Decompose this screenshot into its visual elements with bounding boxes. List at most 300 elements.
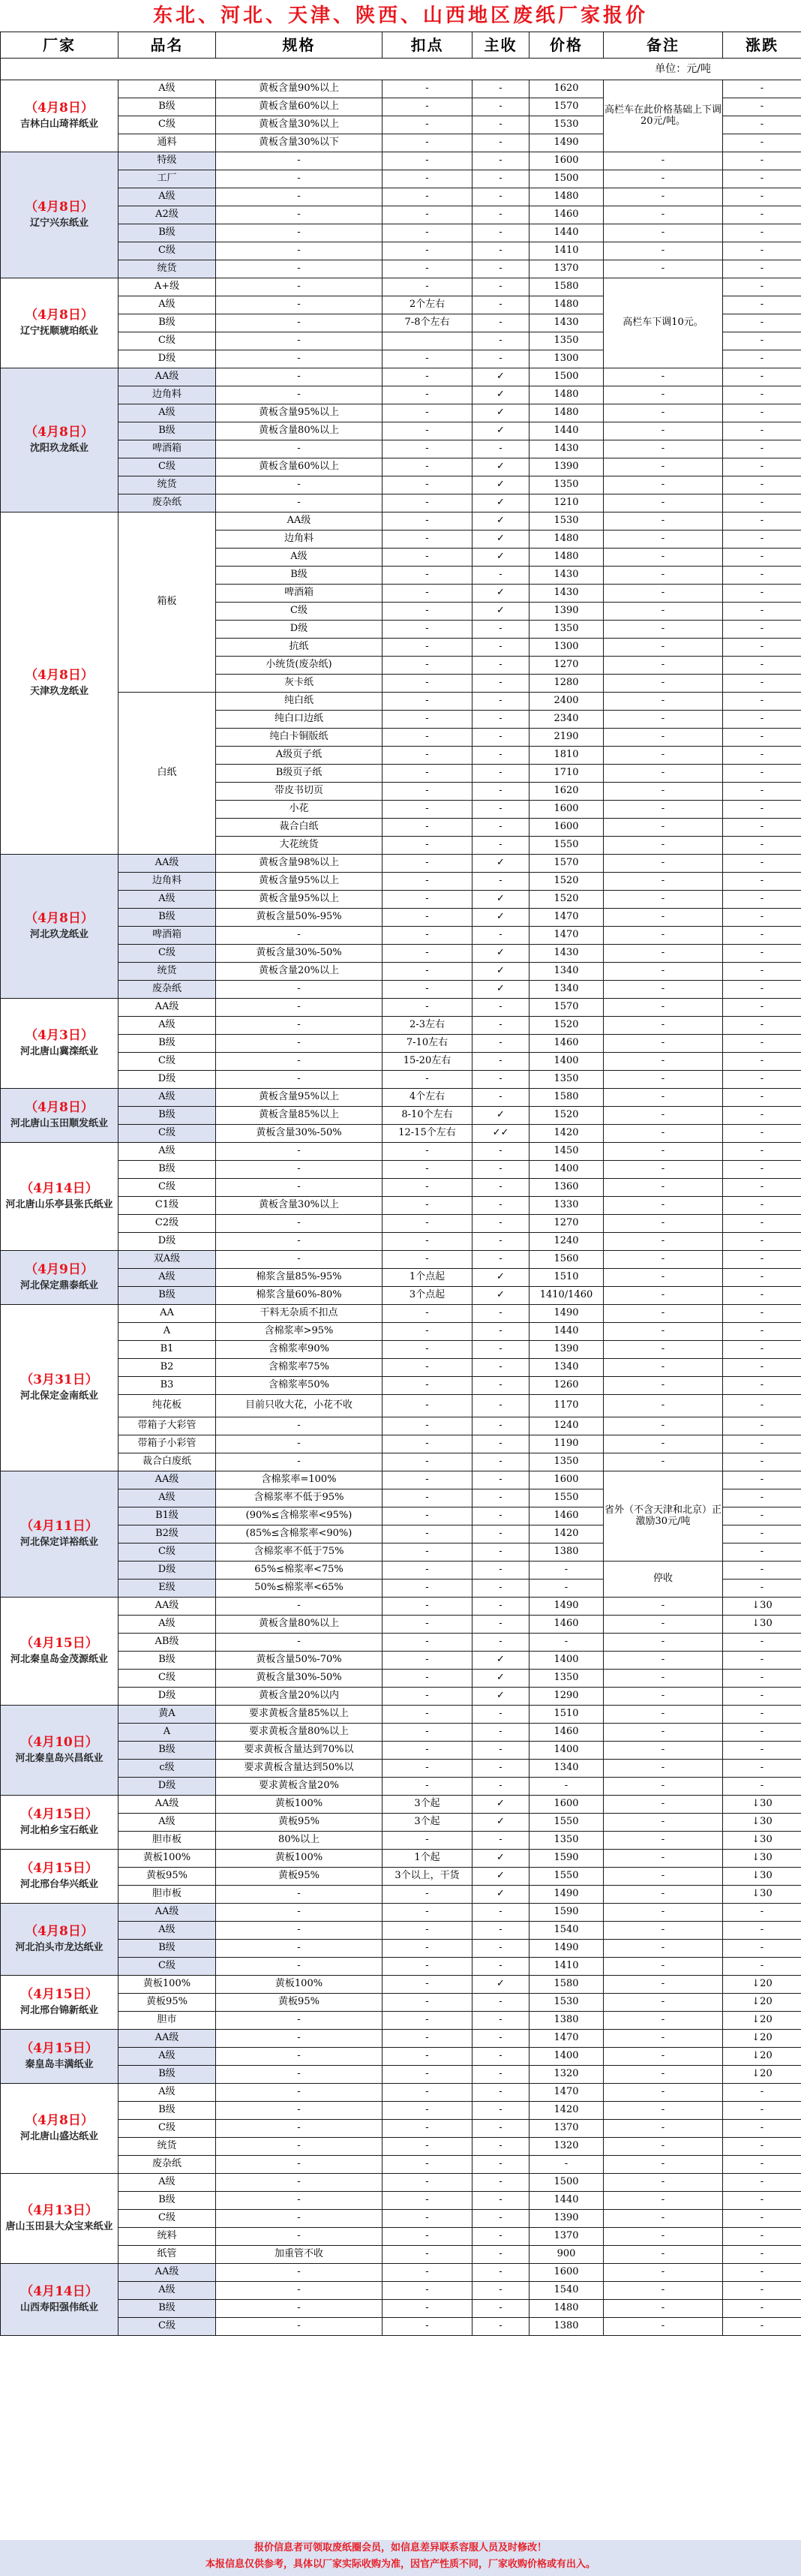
spec-cell: 黄板含量50%-95% bbox=[216, 909, 382, 927]
remark-cell: - bbox=[604, 1453, 723, 1471]
remark-cell: - bbox=[604, 1377, 723, 1395]
product-cell: B级 bbox=[118, 1107, 216, 1125]
spec-cell: 小花 bbox=[216, 801, 382, 819]
factory-date: （3月31日） bbox=[20, 1372, 98, 1388]
product-cell: D级 bbox=[118, 1778, 216, 1796]
change-cell: - bbox=[723, 891, 801, 909]
main-cell: - bbox=[472, 927, 530, 945]
product-cell: C级 bbox=[118, 1125, 216, 1143]
price-cell: 1340 bbox=[530, 963, 604, 981]
remark-cell: - bbox=[604, 621, 723, 639]
price-cell: 1260 bbox=[530, 1377, 604, 1395]
deduct-cell: - bbox=[382, 1323, 472, 1341]
change-cell: - bbox=[723, 2282, 801, 2300]
change-cell: - bbox=[723, 80, 801, 98]
change-cell: - bbox=[723, 386, 801, 404]
table-row bbox=[1, 1796, 801, 1814]
table-row bbox=[1, 224, 801, 242]
product-cell: 废杂纸 bbox=[118, 981, 216, 999]
product-cell: A bbox=[118, 1724, 216, 1742]
remark-cell: - bbox=[604, 170, 723, 188]
deduct-cell: - bbox=[382, 675, 472, 693]
remark-cell: - bbox=[604, 783, 723, 801]
table-row bbox=[1, 170, 801, 188]
main-cell: ✓ bbox=[472, 1976, 530, 1994]
change-cell: - bbox=[723, 1035, 801, 1053]
factory-cell bbox=[1, 2084, 118, 2174]
table-row bbox=[1, 1670, 801, 1688]
product-cell: A+级 bbox=[118, 278, 216, 296]
table-row bbox=[1, 1760, 801, 1778]
price-cell: 1500 bbox=[530, 170, 604, 188]
change-cell: ↓30 bbox=[723, 1886, 801, 1904]
deduct-cell: - bbox=[382, 1616, 472, 1634]
remark-cell: - bbox=[604, 206, 723, 224]
remark-cell: 停收 bbox=[604, 1562, 723, 1598]
factory-cell bbox=[1, 80, 118, 152]
deduct-cell: - bbox=[382, 837, 472, 855]
change-cell: - bbox=[723, 1634, 801, 1652]
spec-cell: - bbox=[216, 1940, 382, 1958]
table-row bbox=[1, 1976, 801, 1994]
spec-cell: - bbox=[216, 1598, 382, 1616]
deduct-cell: - bbox=[382, 1994, 472, 2012]
main-cell: - bbox=[472, 1197, 530, 1215]
spec-cell: - bbox=[216, 278, 382, 296]
price-cell: 2190 bbox=[530, 729, 604, 747]
header-remark: 备注 bbox=[604, 32, 723, 59]
deduct-cell: - bbox=[382, 2048, 472, 2066]
deduct-cell: - bbox=[382, 963, 472, 981]
product-cell: C级 bbox=[118, 2318, 216, 2336]
footer-disclaimer bbox=[0, 2540, 801, 2576]
remark-cell: - bbox=[604, 1976, 723, 1994]
spec-cell: 要求黄板含量85%以上 bbox=[216, 1706, 382, 1724]
footer-line-1: 报价信息者可领取废纸圈会员，如信息差异联系容服人员及时修改！ bbox=[254, 2542, 547, 2553]
price-cell: 1560 bbox=[530, 1251, 604, 1269]
remark-cell: - bbox=[604, 404, 723, 422]
factory-date: （4月8日） bbox=[25, 101, 94, 116]
main-cell: ✓ bbox=[472, 549, 530, 567]
deduct-cell: - bbox=[382, 2156, 472, 2174]
table-row bbox=[1, 1652, 801, 1670]
table-row bbox=[1, 458, 801, 476]
header-change: 涨跌 bbox=[723, 32, 801, 59]
factory-date: （4月8日） bbox=[25, 2113, 94, 2129]
spec-cell: AA级 bbox=[216, 512, 382, 531]
factory-cell bbox=[1, 278, 118, 368]
product-cell: 废杂纸 bbox=[118, 2156, 216, 2174]
remark-cell: - bbox=[604, 1089, 723, 1107]
price-cell: - bbox=[530, 1634, 604, 1652]
table-row bbox=[1, 2066, 801, 2084]
deduct-cell: - bbox=[382, 1742, 472, 1760]
product-cell: D级 bbox=[118, 1071, 216, 1089]
price-cell: 1490 bbox=[530, 1305, 604, 1323]
table-row bbox=[1, 1233, 801, 1251]
spec-cell: 要求黄板含量达到70%以 bbox=[216, 1742, 382, 1760]
deduct-cell: - bbox=[382, 512, 472, 531]
change-cell: - bbox=[723, 1706, 801, 1724]
deduct-cell: - bbox=[382, 2282, 472, 2300]
change-cell: - bbox=[723, 1305, 801, 1323]
deduct-cell: - bbox=[382, 657, 472, 675]
change-cell: - bbox=[723, 368, 801, 386]
deduct-cell: - bbox=[382, 1233, 472, 1251]
deduct-cell: - bbox=[382, 2138, 472, 2156]
main-cell: - bbox=[472, 1706, 530, 1724]
spec-cell: 黄板100% bbox=[216, 1976, 382, 1994]
main-cell: - bbox=[472, 1634, 530, 1652]
price-cell: 1350 bbox=[530, 332, 604, 350]
table-row bbox=[1, 1215, 801, 1233]
remark-cell: - bbox=[604, 1670, 723, 1688]
price-cell: 1550 bbox=[530, 1868, 604, 1886]
deduct-cell: - bbox=[382, 2084, 472, 2102]
table-row bbox=[1, 1940, 801, 1958]
spec-cell: 黄板含量30%以上 bbox=[216, 1197, 382, 1215]
remark-cell: - bbox=[604, 2102, 723, 2120]
table-row bbox=[1, 404, 801, 422]
product-cell: 废杂纸 bbox=[118, 494, 216, 512]
deduct-cell: - bbox=[382, 2300, 472, 2318]
deduct-cell: - bbox=[382, 350, 472, 368]
price-cell: 1460 bbox=[530, 206, 604, 224]
main-cell: - bbox=[472, 1161, 530, 1179]
spec-cell: 啤酒箱 bbox=[216, 585, 382, 603]
factory-name: 河北唐山盛达纸业 bbox=[20, 2130, 98, 2142]
price-cell: 1380 bbox=[530, 2012, 604, 2030]
table-row bbox=[1, 1377, 801, 1395]
product-cell: B级 bbox=[118, 1161, 216, 1179]
price-cell: 1540 bbox=[530, 2282, 604, 2300]
deduct-cell: - bbox=[382, 1886, 472, 1904]
deduct-cell: - bbox=[382, 603, 472, 621]
price-cell: 1360 bbox=[530, 1179, 604, 1197]
table-row bbox=[1, 2156, 801, 2174]
remark-cell: - bbox=[604, 1341, 723, 1359]
main-cell: - bbox=[472, 2066, 530, 2084]
main-cell: ✓ bbox=[472, 512, 530, 531]
factory-date: （4月15日） bbox=[20, 1807, 98, 1823]
product-cell: 黄板95% bbox=[118, 1994, 216, 2012]
deduct-cell: - bbox=[382, 1341, 472, 1359]
remark-cell: - bbox=[604, 2318, 723, 2336]
price-cell: 1520 bbox=[530, 1017, 604, 1035]
remark-cell: - bbox=[604, 873, 723, 891]
deduct-cell: - bbox=[382, 2174, 472, 2192]
price-cell: 2400 bbox=[530, 693, 604, 711]
table-row bbox=[1, 2192, 801, 2210]
remark-cell: - bbox=[604, 657, 723, 675]
spec-cell: - bbox=[216, 1922, 382, 1940]
price-cell: 1400 bbox=[530, 1053, 604, 1071]
deduct-cell: - bbox=[382, 1832, 472, 1850]
product-cell: C级 bbox=[118, 458, 216, 476]
product-cell: 边角料 bbox=[118, 386, 216, 404]
remark-cell: - bbox=[604, 999, 723, 1017]
factory-date: （4月10日） bbox=[20, 1735, 98, 1751]
deduct-cell: - bbox=[382, 1507, 472, 1525]
product-cell: C级 bbox=[118, 332, 216, 350]
remark-cell: - bbox=[604, 1125, 723, 1143]
main-cell: - bbox=[472, 2030, 530, 2048]
main-cell: - bbox=[472, 1922, 530, 1940]
price-cell: 1350 bbox=[530, 1832, 604, 1850]
change-cell: - bbox=[723, 1197, 801, 1215]
deduct-cell: - bbox=[382, 747, 472, 765]
product-cell: A级 bbox=[118, 188, 216, 206]
remark-cell: - bbox=[604, 512, 723, 531]
remark-cell: - bbox=[604, 981, 723, 999]
product-cell: D级 bbox=[118, 1233, 216, 1251]
main-cell: - bbox=[472, 1417, 530, 1435]
spec-cell: - bbox=[216, 999, 382, 1017]
remark-cell: - bbox=[604, 368, 723, 386]
remark-cell: - bbox=[604, 1850, 723, 1868]
factory-name: 河北保定鼎泰纸业 bbox=[20, 1279, 98, 1291]
factory-name: 天津玖龙纸业 bbox=[29, 685, 88, 697]
price-cell: 1460 bbox=[530, 1035, 604, 1053]
product-cell: B级 bbox=[118, 2192, 216, 2210]
table-row bbox=[1, 1251, 801, 1269]
price-cell: 1530 bbox=[530, 1994, 604, 2012]
main-cell: - bbox=[472, 1377, 530, 1395]
change-cell: - bbox=[723, 2138, 801, 2156]
change-cell: - bbox=[723, 1161, 801, 1179]
change-cell: - bbox=[723, 1053, 801, 1071]
product-cell: C级 bbox=[118, 1053, 216, 1071]
main-cell: - bbox=[472, 621, 530, 639]
price-cell: 1350 bbox=[530, 1453, 604, 1471]
change-cell: ↓30 bbox=[723, 1796, 801, 1814]
remark-cell: - bbox=[604, 1161, 723, 1179]
price-cell: 1400 bbox=[530, 2048, 604, 2066]
price-cell: 1350 bbox=[530, 621, 604, 639]
spec-cell: 带皮书切页 bbox=[216, 783, 382, 801]
header-product: 品名 bbox=[118, 32, 216, 59]
main-cell: ✓ bbox=[472, 603, 530, 621]
product-cell: B1 bbox=[118, 1341, 216, 1359]
table-row bbox=[1, 1089, 801, 1107]
change-cell: - bbox=[723, 242, 801, 260]
remark-cell: - bbox=[604, 1305, 723, 1323]
main-cell: - bbox=[472, 1215, 530, 1233]
main-cell: - bbox=[472, 278, 530, 296]
main-cell: - bbox=[472, 134, 530, 152]
table-row bbox=[1, 2300, 801, 2318]
deduct-cell: - bbox=[382, 1634, 472, 1652]
product-cell: 边角料 bbox=[118, 873, 216, 891]
deduct-cell: - bbox=[382, 729, 472, 747]
change-cell: - bbox=[723, 1395, 801, 1417]
change-cell: - bbox=[723, 711, 801, 729]
table-row bbox=[1, 855, 801, 873]
price-cell: 1480 bbox=[530, 531, 604, 549]
remark-cell: - bbox=[604, 2300, 723, 2318]
factory-date: （4月8日） bbox=[25, 1924, 94, 1940]
spec-cell: 黄板含量20%以上 bbox=[216, 963, 382, 981]
deduct-cell: - bbox=[382, 1976, 472, 1994]
price-cell: 1320 bbox=[530, 2138, 604, 2156]
product-cell: 胆市板 bbox=[118, 1886, 216, 1904]
deduct-cell: - bbox=[382, 134, 472, 152]
spec-cell: 要求黄板含量达到50%以 bbox=[216, 1760, 382, 1778]
price-cell: 1340 bbox=[530, 1760, 604, 1778]
main-cell: - bbox=[472, 783, 530, 801]
main-cell: ✓ bbox=[472, 368, 530, 386]
product-cell: c级 bbox=[118, 1760, 216, 1778]
spec-cell: 目前只收大花，小花不收 bbox=[216, 1395, 382, 1417]
table-row bbox=[1, 494, 801, 512]
price-cell: 1430 bbox=[530, 314, 604, 332]
factory-name: 河北秦皇岛金茂源纸业 bbox=[10, 1653, 108, 1665]
table-row bbox=[1, 386, 801, 404]
deduct-cell: - bbox=[382, 585, 472, 603]
product-cell: 统货 bbox=[118, 260, 216, 278]
change-cell: - bbox=[723, 2174, 801, 2192]
factory-date: （4月15日） bbox=[20, 1987, 98, 2003]
price-cell: 1510 bbox=[530, 1706, 604, 1724]
deduct-cell: - bbox=[382, 1071, 472, 1089]
table-row bbox=[1, 1688, 801, 1706]
product-cell: A级 bbox=[118, 1143, 216, 1161]
factory-name: 河北柏乡宝石纸业 bbox=[20, 1824, 98, 1836]
change-cell: - bbox=[723, 1652, 801, 1670]
change-cell: - bbox=[723, 1269, 801, 1287]
product-cell: AA级 bbox=[118, 1904, 216, 1922]
deduct-cell: - bbox=[382, 206, 472, 224]
main-cell: - bbox=[472, 1233, 530, 1251]
spec-cell: - bbox=[216, 494, 382, 512]
product-cell: 统货 bbox=[118, 963, 216, 981]
change-cell: - bbox=[723, 332, 801, 350]
price-cell: 1380 bbox=[530, 2318, 604, 2336]
product-cell: C2级 bbox=[118, 1215, 216, 1233]
change-cell: ↓30 bbox=[723, 1616, 801, 1634]
price-cell: 2340 bbox=[530, 711, 604, 729]
deduct-cell: 12-15个左右 bbox=[382, 1125, 472, 1143]
deduct-cell: - bbox=[382, 2210, 472, 2228]
spec-cell: 含棉浆率不低于95% bbox=[216, 1489, 382, 1507]
deduct-cell: - bbox=[382, 1670, 472, 1688]
remark-cell: - bbox=[604, 1616, 723, 1634]
price-cell: 1430 bbox=[530, 945, 604, 963]
remark-cell: - bbox=[604, 1706, 723, 1724]
change-cell: - bbox=[723, 1543, 801, 1562]
factory-cell bbox=[1, 1850, 118, 1904]
remark-cell: - bbox=[604, 1417, 723, 1435]
product-cell: 特级 bbox=[118, 152, 216, 170]
table-row bbox=[1, 1143, 801, 1161]
spec-cell: 50%≤棉浆率<65% bbox=[216, 1580, 382, 1598]
spec-cell: 黄板100% bbox=[216, 1796, 382, 1814]
main-cell: - bbox=[472, 1035, 530, 1053]
deduct-cell: - bbox=[382, 1904, 472, 1922]
product-cell: C级 bbox=[118, 1179, 216, 1197]
main-cell: - bbox=[472, 242, 530, 260]
price-cell: 1420 bbox=[530, 1125, 604, 1143]
spec-cell: 纯白卡铜版纸 bbox=[216, 729, 382, 747]
spec-cell: 黄板含量30%以上 bbox=[216, 116, 382, 134]
change-cell: - bbox=[723, 422, 801, 440]
price-cell: 1600 bbox=[530, 1796, 604, 1814]
deduct-cell: - bbox=[382, 567, 472, 585]
factory-name: 河北唐山玉田顺发纸业 bbox=[10, 1117, 108, 1129]
spec-cell: 黄板含量95%以上 bbox=[216, 1089, 382, 1107]
spec-cell: - bbox=[216, 350, 382, 368]
deduct-cell: - bbox=[382, 2120, 472, 2138]
spec-cell: - bbox=[216, 2030, 382, 2048]
table-row bbox=[1, 981, 801, 999]
change-cell: - bbox=[723, 1125, 801, 1143]
factory-name: 河北泊头市龙达纸业 bbox=[15, 1941, 104, 1953]
remark-cell: - bbox=[604, 1958, 723, 1976]
product-cell: A级 bbox=[118, 1922, 216, 1940]
table-row bbox=[1, 999, 801, 1017]
main-cell: ✓ bbox=[472, 963, 530, 981]
deduct-cell: - bbox=[382, 855, 472, 873]
main-cell: - bbox=[472, 1778, 530, 1796]
spec-cell: - bbox=[216, 2282, 382, 2300]
price-cell: 1570 bbox=[530, 98, 604, 116]
product-cell: 通料 bbox=[118, 134, 216, 152]
spec-cell: 要求黄板含量80%以上 bbox=[216, 1724, 382, 1742]
spec-cell: - bbox=[216, 1179, 382, 1197]
price-cell: 1430 bbox=[530, 440, 604, 458]
deduct-cell: - bbox=[382, 98, 472, 116]
price-cell: 1470 bbox=[530, 927, 604, 945]
main-cell: - bbox=[472, 2102, 530, 2120]
table-row bbox=[1, 1850, 801, 1868]
remark-cell: - bbox=[604, 242, 723, 260]
remark-cell: - bbox=[604, 549, 723, 567]
main-cell: - bbox=[472, 1724, 530, 1742]
main-cell: - bbox=[472, 98, 530, 116]
product-cell: 黄板95% bbox=[118, 1868, 216, 1886]
factory-cell bbox=[1, 512, 118, 855]
factory-cell bbox=[1, 1706, 118, 1796]
change-cell: - bbox=[723, 1471, 801, 1489]
spec-cell: - bbox=[216, 332, 382, 350]
main-cell: - bbox=[472, 801, 530, 819]
remark-cell: - bbox=[604, 1143, 723, 1161]
spec-cell: - bbox=[216, 2066, 382, 2084]
change-cell: - bbox=[723, 567, 801, 585]
deduct-cell: - bbox=[382, 2030, 472, 2048]
product-cell: C1级 bbox=[118, 1197, 216, 1215]
main-cell: - bbox=[472, 80, 530, 98]
product-cell: D级 bbox=[118, 1688, 216, 1706]
change-cell: - bbox=[723, 278, 801, 296]
product-cell: B2 bbox=[118, 1359, 216, 1377]
spec-cell: 黄板含量95%以上 bbox=[216, 891, 382, 909]
change-cell: - bbox=[723, 1359, 801, 1377]
change-cell: - bbox=[723, 1233, 801, 1251]
main-cell: - bbox=[472, 2318, 530, 2336]
remark-cell: - bbox=[604, 891, 723, 909]
factory-date: （4月8日） bbox=[25, 911, 94, 927]
price-cell: 1540 bbox=[530, 1922, 604, 1940]
footer-line-2: 本报信息仅供参考，具体以厂家实际收购为准，因官产性质不同，厂家收购价格或有出入。 bbox=[205, 2559, 596, 2570]
spec-cell: 黄板含量85%以上 bbox=[216, 1107, 382, 1125]
spec-cell: 黄板含量30%-50% bbox=[216, 1670, 382, 1688]
table-row bbox=[1, 1958, 801, 1976]
change-cell: - bbox=[723, 639, 801, 657]
spec-cell: - bbox=[216, 242, 382, 260]
table-row bbox=[1, 2048, 801, 2066]
remark-cell: - bbox=[604, 1053, 723, 1071]
